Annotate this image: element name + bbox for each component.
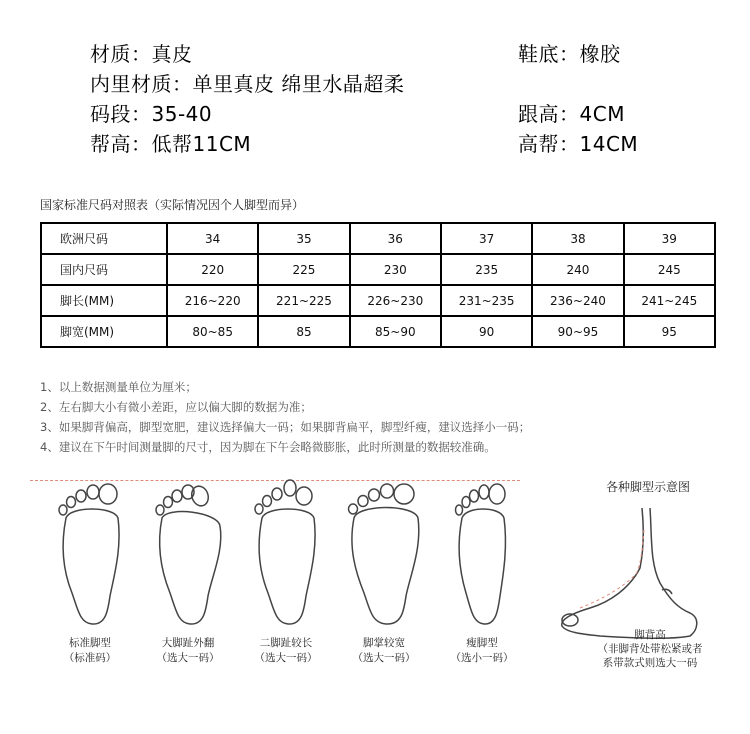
slim-foot-icon — [442, 478, 522, 628]
table-cell: 38 — [532, 223, 623, 254]
table-cell: 216~220 — [167, 285, 258, 316]
table-cell: 90 — [441, 316, 532, 347]
table-cell: 220 — [167, 254, 258, 285]
wide-foot-icon — [344, 478, 424, 628]
note-item: 2、左右脚大小有微小差距，应以偏大脚的数据为准； — [40, 400, 312, 414]
bunion-foot-icon — [148, 478, 228, 628]
table-cell: 225 — [258, 254, 349, 285]
side-view-title: 各种脚型示意图 — [606, 480, 691, 494]
table-cell: 231~235 — [441, 285, 532, 316]
foot-label-long-toe: 二脚趾较长 （选大一码） — [254, 637, 318, 664]
note-item: 1、以上数据测量单位为厘米； — [40, 380, 197, 394]
table-cell: 39 — [624, 223, 715, 254]
note-item: 3、如果脚背偏高，脚型宽肥，建议选择偏大一码；如果脚背扁平，脚型纤瘦，建议选择小一码； — [40, 420, 531, 434]
spec-sizes: 码段：35-40 — [90, 102, 213, 126]
table-cell: 85 — [258, 316, 349, 347]
spec-lining: 内里材质：单里真皮 绵里水晶超柔 — [90, 72, 405, 96]
foot-label-slim: 瘦脚型 （选小一码） — [450, 637, 514, 664]
table-cell: 240 — [532, 254, 623, 285]
foot-label-wide: 脚掌较宽 （选大一码） — [352, 637, 416, 664]
table-cell: 236~240 — [532, 285, 623, 316]
table-cell: 80~85 — [167, 316, 258, 347]
spec-material: 材质：真皮 — [90, 42, 193, 66]
standard-foot-icon — [50, 478, 130, 628]
foot-label-standard: 标准脚型 （标准码） — [63, 637, 117, 664]
foot-label-bunion: 大脚趾外翻 （选大一码） — [156, 637, 220, 664]
size-table-title: 国家标准尺码对照表（实际情况因个人脚型而异） — [40, 198, 305, 212]
table-row — [41, 285, 715, 316]
spec-upper-height: 帮高：低帮11CM — [90, 132, 252, 156]
table-cell: 90~95 — [532, 316, 623, 347]
table-row — [41, 223, 715, 254]
table-cell: 226~230 — [350, 285, 441, 316]
table-cell: 241~245 — [624, 285, 715, 316]
row-header: 欧洲尺码 — [41, 223, 167, 254]
row-header: 脚宽(MM) — [41, 316, 167, 347]
table-row — [41, 254, 715, 285]
table-cell: 36 — [350, 223, 441, 254]
table-row — [41, 316, 715, 347]
spec-high-upper: 高帮：14CM — [518, 132, 639, 156]
size-table — [40, 222, 716, 348]
row-header: 国内尺码 — [41, 254, 167, 285]
table-cell: 34 — [167, 223, 258, 254]
side-view-label: 脚背高 （非脚背处带松紧或者 系带款式则选大一码 — [597, 629, 703, 669]
table-cell: 230 — [350, 254, 441, 285]
table-cell: 95 — [624, 316, 715, 347]
row-header: 脚长(MM) — [41, 285, 167, 316]
measurement-notes — [40, 377, 530, 457]
long-second-toe-foot-icon — [246, 478, 326, 628]
table-cell: 37 — [441, 223, 532, 254]
table-cell: 235 — [441, 254, 532, 285]
table-cell: 221~225 — [258, 285, 349, 316]
spec-heel: 跟高：4CM — [518, 102, 625, 126]
table-cell: 245 — [624, 254, 715, 285]
spec-sole: 鞋底：橡胶 — [518, 42, 621, 66]
table-cell: 35 — [258, 223, 349, 254]
foot-type-diagram — [30, 468, 720, 718]
table-cell: 85~90 — [350, 316, 441, 347]
note-item: 4、建议在下午时间测量脚的尺寸，因为脚在下午会略微膨胀，此时所测量的数据较准确。 — [40, 440, 496, 454]
